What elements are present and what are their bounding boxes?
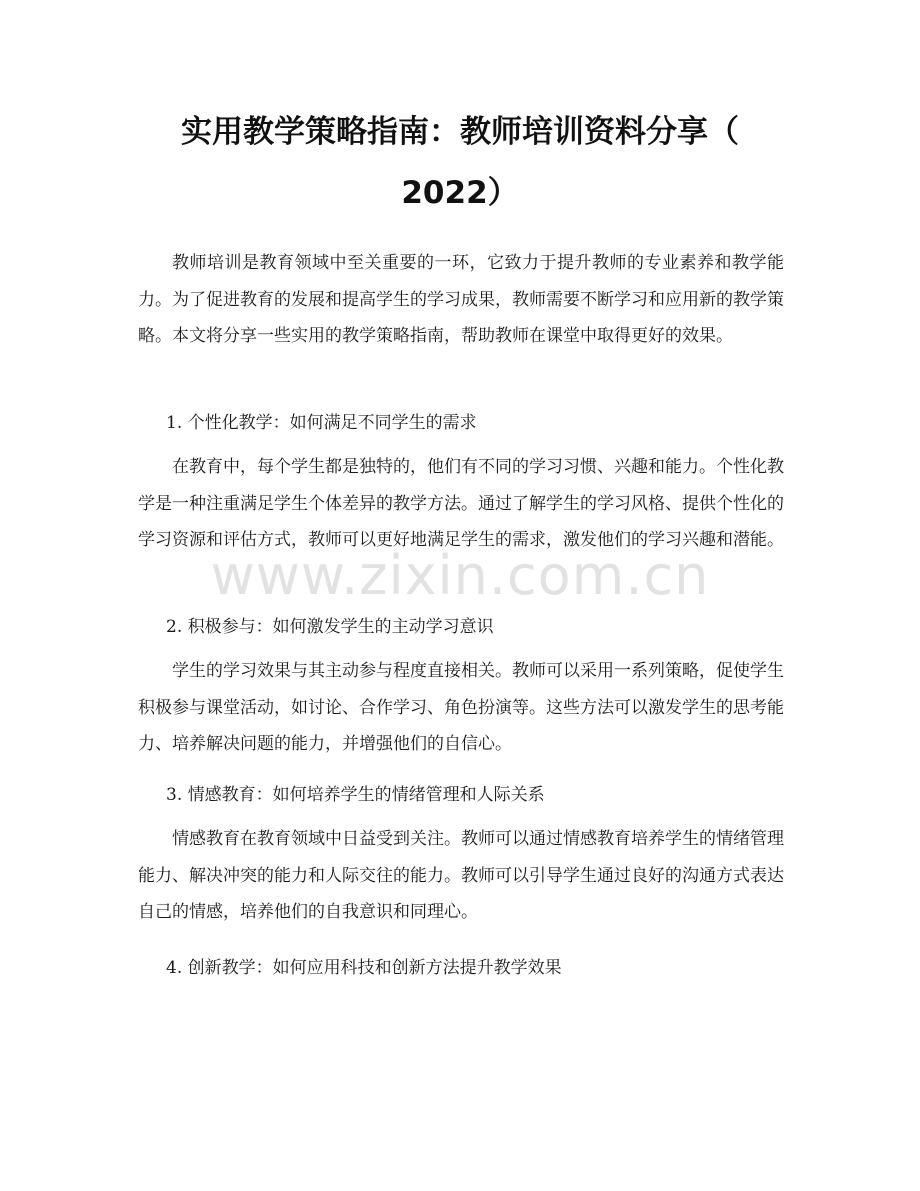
section-body-1: 在教育中，每个学生都是独特的，他们有不同的学习习惯、兴趣和能力。个性化教学是一种注重满足学生个体差异的教学方法。通过了解学生的学习风格、提供个性化的学习资源和评估方式，教师可以更好地满足学生的需求，激发他们的学习兴趣和潜能。 [138, 457, 784, 551]
section-heading-4: 4. 创新教学：如何应用科技和创新方法提升教学效果 [166, 958, 562, 978]
document-title-line-2: 2022） [401, 175, 519, 211]
section-heading-1: 1. 个性化教学：如何满足不同学生的需求 [166, 413, 477, 433]
intro-paragraph: 教师培训是教育领域中至关重要的一环，它致力于提升教师的专业素养和教学能力。为了促进教育的发展和提高学生的学习成果，教师需要不断学习和应用新的教学策略。本文将分享一些实用的教学策略指南，帮助教师在课堂中取得更好的效果。 [138, 253, 784, 347]
document-title-line-1: 实用教学策略指南：教师培训资料分享（ [181, 114, 739, 150]
section-body-3: 情感教育在教育领域中日益受到关注。教师可以通过情感教育培养学生的情绪管理能力、解决冲突的能力和人际交往的能力。教师可以引导学生通过良好的沟通方式表达自己的情感，培养他们的自我意识和同理心。 [138, 829, 784, 923]
section-heading-3: 3. 情感教育：如何培养学生的情绪管理和人际关系 [166, 785, 545, 805]
section-body-2: 学生的学习效果与其主动参与程度直接相关。教师可以采用一系列策略，促使学生积极参与课堂活动，如讨论、合作学习、角色扮演等。这些方法可以激发学生的思考能力、培养解决问题的能力，并增强他们的自信心。 [138, 661, 784, 755]
section-heading-2: 2. 积极参与：如何激发学生的主动学习意识 [166, 617, 494, 637]
watermark: www.zixin.com.cn [210, 544, 710, 607]
